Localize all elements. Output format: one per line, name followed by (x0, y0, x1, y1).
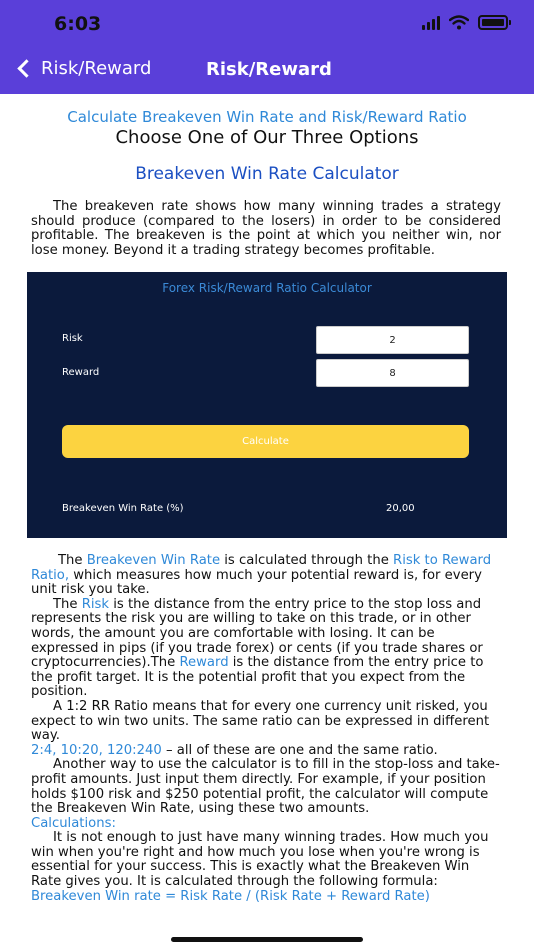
risk-input[interactable]: 2 (316, 326, 469, 354)
nav-title: Risk/Reward (206, 59, 332, 80)
formula-text: Breakeven Win rate = Risk Rate / (Risk Rate + Reward Rate) (31, 888, 430, 904)
calculator-title: Forex Risk/Reward Ratio Calculator (162, 281, 372, 295)
intro-text: The breakeven rate shows how many winning trades a strategy should produce (compared to the losers) in order to be considered profitable. The breakeven is the point at which you neither win, nor lose money. Beyond it a trading strategy becomes profitable. (31, 199, 501, 258)
reward-label: Reward (62, 367, 100, 378)
page-headline: Choose One of Our Three Options (115, 127, 419, 148)
home-indicator[interactable] (171, 937, 363, 942)
calculate-button[interactable]: Calculate (62, 425, 469, 458)
result-label: Breakeven Win Rate (%) (62, 503, 184, 514)
subtitle-link[interactable]: Calculate Breakeven Win Rate and Risk/Reward Ratio (67, 108, 467, 126)
breakeven-win-rate-link[interactable]: Breakeven Win Rate (86, 553, 221, 568)
risk-to-reward-ratio-link[interactable]: Risk to Reward Ratio, (31, 553, 492, 583)
chevron-left-icon (17, 59, 35, 77)
status-time: 6:03 (54, 13, 102, 35)
article-paragraph: The Breakeven Win Rate is calculated through the Risk to Reward Ratio, which measures how much your potential reward is, for every unit risk you take. (31, 553, 492, 598)
reward-link[interactable]: Reward (179, 655, 229, 671)
intro-paragraph (31, 200, 501, 258)
app-header (0, 0, 534, 94)
calculations-heading: Calculations: (31, 815, 116, 831)
article-paragraph: 2:4, 10:20, 120:240 – all of these are one and the same ratio. (31, 742, 438, 758)
back-button[interactable] (14, 58, 151, 79)
reward-input[interactable]: 8 (316, 359, 469, 387)
article-paragraph: Another way to use the calculator is to fill in the stop-loss and take-profit amounts. Just input them directly. For example, if your position holds $100 risk and $250 potential profit, the calculator will compute the Breakeven Win Rate, using these two amounts. (31, 757, 500, 817)
article-paragraph: It is not enough to just have many winning trades. How much you win when you're right and how much you lose when you're wrong is essential for your success. This is exactly what the Breakeven Win Rate gives you. It is calculated through the following formula: (31, 830, 489, 890)
back-button-label: Risk/Reward (41, 58, 152, 79)
risk-label: Risk (62, 333, 83, 344)
status-icons (422, 15, 508, 30)
scroll-content[interactable] (0, 94, 534, 916)
cellular-signal-icon (422, 16, 440, 30)
wifi-icon (449, 15, 469, 30)
battery-icon (478, 15, 508, 30)
article-body (31, 554, 501, 904)
risk-link[interactable]: Risk (81, 596, 110, 612)
result-value: 20,00 (386, 503, 415, 514)
article-paragraph: The Risk is the distance from the entry price to the stop loss and represents the risk you are willing to take on this trade, or in other words, the amount you are comfortable with losing. It can be expressed in pips (if you trade forex) or cents (if you trade shares or cryptocurrencies).The Reward is the distance from the entry price to the profit target. It is the potential profit that you expect from the position. (31, 596, 484, 700)
article-paragraph: A 1:2 RR Ratio means that for every one currency unit risked, you expect to win two units. The same ratio can be expressed in different way. (31, 698, 490, 744)
ratio-examples-link[interactable]: 2:4, 10:20, 120:240 (31, 742, 162, 758)
section-title: Breakeven Win Rate Calculator (135, 164, 399, 184)
calculator-panel (27, 272, 507, 538)
